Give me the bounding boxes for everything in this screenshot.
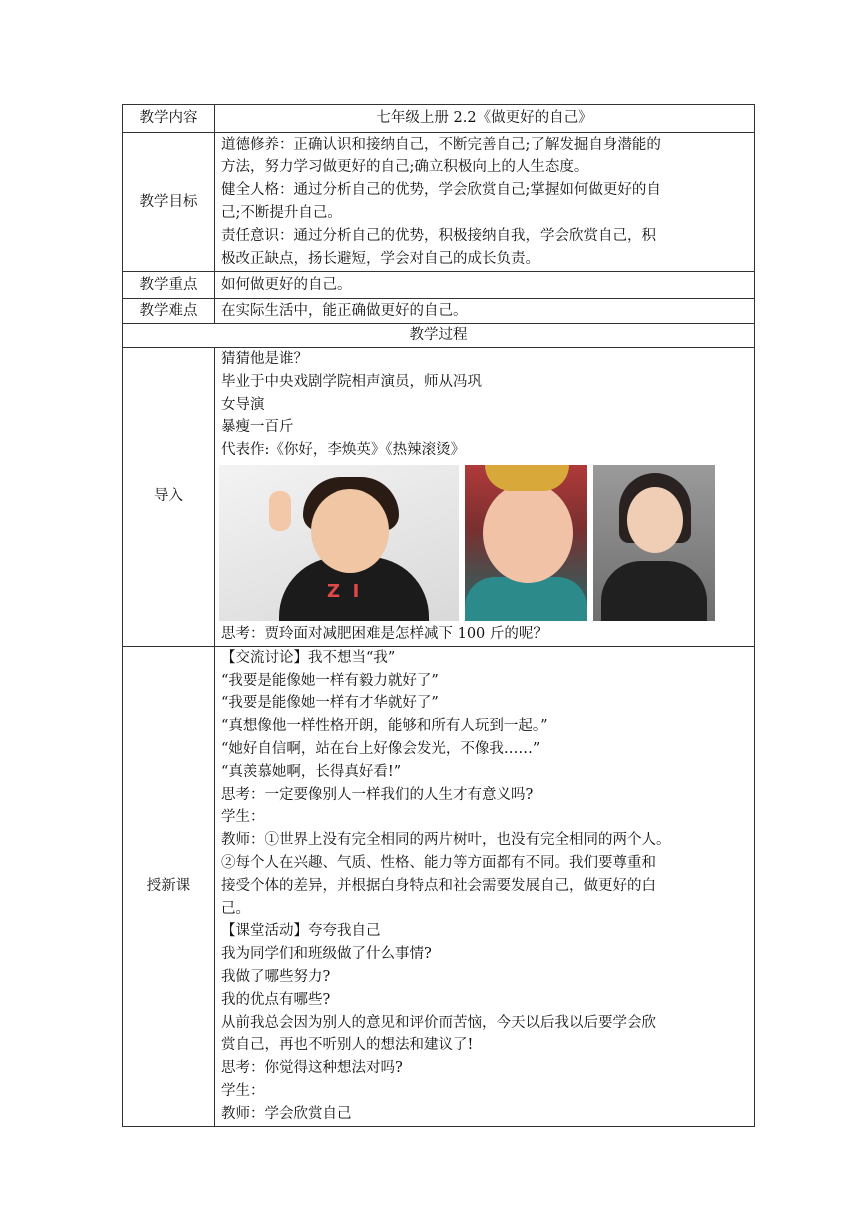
- lesson-line: “真想像他一样性格开朗，能够和所有人玩到一起。”: [221, 718, 548, 735]
- lesson-line: “我要是能像她一样有毅力就好了”: [221, 672, 439, 689]
- row-content: [123, 105, 755, 133]
- lesson-line: “真羡慕她啊，长得真好看!”: [221, 763, 402, 780]
- label-goals: 教学目标: [123, 133, 215, 272]
- lesson-line: 【交流讨论】我不想当“我”: [221, 649, 396, 666]
- row-process-header: [123, 324, 755, 348]
- slim-woman-smiling-photo: [593, 465, 715, 621]
- value-new-lesson: [215, 646, 755, 1126]
- value-intro: [215, 348, 755, 647]
- lesson-line: “她好自信啊，站在台上好像会发光，不像我……”: [221, 740, 541, 757]
- goal-line: 健全人格：通过分析自己的优势，学会欣赏自己;掌握如何做更好的自: [221, 182, 661, 199]
- lesson-line: 思考：一定要像别人一样我们的人生才有意义吗?: [221, 786, 534, 803]
- lesson-line: 我的优点有哪些?: [221, 991, 331, 1008]
- value-key-point: 如何做更好的自己。: [215, 272, 755, 299]
- intro-line: 暴瘦一百斤: [221, 419, 294, 436]
- row-goals: [123, 133, 755, 272]
- lesson-line: 己。: [221, 900, 250, 917]
- lesson-line: 赏自己，再也不听别人的想法和建议了!: [221, 1037, 474, 1054]
- label-new-lesson: 授新课: [123, 646, 215, 1126]
- lesson-line: 学生：: [221, 809, 265, 826]
- process-header: 教学过程: [123, 324, 755, 348]
- row-new-lesson: [123, 646, 755, 1126]
- lesson-line: 从前我总会因为别人的意见和评价而苦恼，今天以后我以后要学会欣: [221, 1014, 656, 1031]
- goal-line: 极改正缺点，扬长避短，学会对自己的成长负责。: [221, 250, 540, 267]
- value-goals: [215, 133, 755, 272]
- goal-line: 己;不断提升自己。: [221, 205, 342, 221]
- intro-line: 猜猜他是谁？: [221, 351, 308, 367]
- intro-line: 毕业于中央戏剧学院相声演员，师从冯巩: [221, 373, 482, 390]
- lesson-line: 接受个体的差异，并根据白身特点和社会需要发展自己，做更好的白: [221, 877, 656, 894]
- goal-line: 方法，努力学习做更好的自己;确立积极向上的人生态度。: [221, 159, 589, 176]
- lesson-line: “我要是能像她一样有才华就好了”: [221, 695, 439, 712]
- lesson-plan-table: [122, 104, 755, 1127]
- intro-think-line: 思考：贾玲面对减肥困难是怎样减下 100 斤的呢？: [221, 625, 548, 642]
- goal-line: 责任意识：通过分析自己的优势，积极接纳自我，学会欣赏自己，积: [221, 227, 656, 244]
- lesson-line: 我做了哪些努力?: [221, 968, 331, 985]
- goal-line: 道德修养：正确认识和接纳自己，不断完善自己;了解发掘自身潜能的: [221, 136, 661, 153]
- lesson-line: 【课堂活动】夸夸我自己: [221, 923, 381, 940]
- photo-row: [219, 465, 748, 621]
- value-content: 七年级上册 2.2《做更好的自己》: [215, 105, 755, 133]
- lesson-line: 学生：: [221, 1082, 265, 1099]
- lesson-line: 教师：①世界上没有完全相同的两片树叶，也没有完全相同的两个人。: [221, 832, 671, 849]
- row-intro: [123, 348, 755, 647]
- lesson-line: 教师：学会欣赏自己: [221, 1105, 352, 1122]
- lesson-line: 思考：你觉得这种想法对吗?: [221, 1060, 403, 1077]
- row-key-point: [123, 272, 755, 299]
- label-intro: 导入: [123, 348, 215, 647]
- lesson-line: ②每个人在兴趣、气质、性格、能力等方面都有不同。我们要尊重和: [221, 854, 656, 871]
- woman-costume-puffed-cheeks-photo: [465, 465, 587, 621]
- row-difficulty: [123, 299, 755, 324]
- intro-line: 女导演: [221, 396, 265, 413]
- value-difficulty: 在实际生活中，能正确做更好的自己。: [215, 299, 755, 324]
- smiling-woman-peace-sign-photo: Z I: [219, 465, 459, 621]
- label-content: 教学内容: [123, 105, 215, 133]
- label-key-point: 教学重点: [123, 272, 215, 299]
- intro-line: 代表作:《你好，李焕英》《热辣滚烫》: [221, 442, 466, 459]
- label-difficulty: 教学难点: [123, 299, 215, 324]
- lesson-line: 我为同学们和班级做了什么事情?: [221, 946, 432, 963]
